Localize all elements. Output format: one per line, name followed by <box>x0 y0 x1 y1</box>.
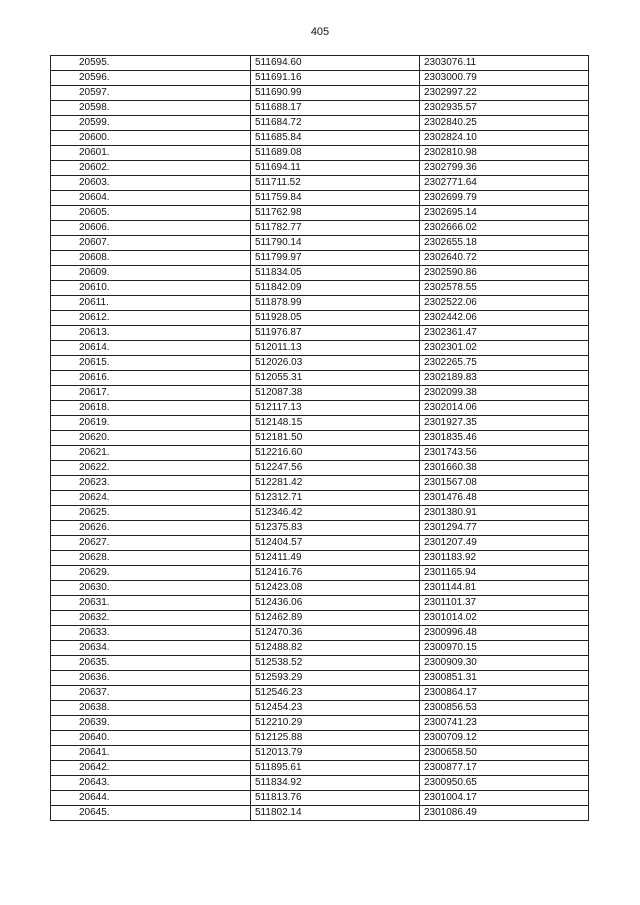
table-row <box>51 506 589 521</box>
x-coordinate-cell: 512181.50 <box>251 431 420 446</box>
table-row <box>51 461 589 476</box>
table-row <box>51 731 589 746</box>
table-row <box>51 236 589 251</box>
table-row <box>51 686 589 701</box>
y-coordinate-cell: 2302640.72 <box>420 251 589 266</box>
x-coordinate-cell: 512148.15 <box>251 416 420 431</box>
x-coordinate-cell: 512538.52 <box>251 656 420 671</box>
x-coordinate-cell: 512117.13 <box>251 401 420 416</box>
point-number-cell: 20622. <box>51 461 251 476</box>
point-number-cell: 20604. <box>51 191 251 206</box>
x-coordinate-cell: 512423.08 <box>251 581 420 596</box>
y-coordinate-cell: 2302099.38 <box>420 386 589 401</box>
point-number-cell: 20613. <box>51 326 251 341</box>
x-coordinate-cell: 512026.03 <box>251 356 420 371</box>
point-number-cell: 20602. <box>51 161 251 176</box>
table-row <box>51 611 589 626</box>
point-number-cell: 20612. <box>51 311 251 326</box>
table-row <box>51 656 589 671</box>
point-number-cell: 20615. <box>51 356 251 371</box>
y-coordinate-cell: 2302655.18 <box>420 236 589 251</box>
point-number-cell: 20624. <box>51 491 251 506</box>
y-coordinate-cell: 2300856.53 <box>420 701 589 716</box>
y-coordinate-cell: 2302361.47 <box>420 326 589 341</box>
y-coordinate-cell: 2301294.77 <box>420 521 589 536</box>
x-coordinate-cell: 511842.09 <box>251 281 420 296</box>
table-row <box>51 626 589 641</box>
x-coordinate-cell: 511799.97 <box>251 251 420 266</box>
table-row <box>51 296 589 311</box>
x-coordinate-cell: 511813.76 <box>251 791 420 806</box>
y-coordinate-cell: 2300970.15 <box>420 641 589 656</box>
x-coordinate-cell: 512312.71 <box>251 491 420 506</box>
point-number-cell: 20611. <box>51 296 251 311</box>
page-number: 405 <box>310 26 330 38</box>
table-row <box>51 416 589 431</box>
y-coordinate-cell: 2302442.06 <box>420 311 589 326</box>
x-coordinate-cell: 512416.76 <box>251 566 420 581</box>
table-row <box>51 101 589 116</box>
table-row <box>51 551 589 566</box>
y-coordinate-cell: 2301927.35 <box>420 416 589 431</box>
point-number-cell: 20637. <box>51 686 251 701</box>
table-row <box>51 191 589 206</box>
x-coordinate-cell: 512216.60 <box>251 446 420 461</box>
table-row <box>51 131 589 146</box>
y-coordinate-cell: 2300996.48 <box>420 626 589 641</box>
table-row <box>51 371 589 386</box>
table-row <box>51 71 589 86</box>
point-number-cell: 20598. <box>51 101 251 116</box>
x-coordinate-cell: 511694.11 <box>251 161 420 176</box>
table-row <box>51 641 589 656</box>
point-number-cell: 20630. <box>51 581 251 596</box>
x-coordinate-cell: 511691.16 <box>251 71 420 86</box>
table-row <box>51 176 589 191</box>
y-coordinate-cell: 2300741.23 <box>420 716 589 731</box>
x-coordinate-cell: 511759.84 <box>251 191 420 206</box>
table-row <box>51 356 589 371</box>
point-number-cell: 20634. <box>51 641 251 656</box>
point-number-cell: 20635. <box>51 656 251 671</box>
y-coordinate-cell: 2301743.56 <box>420 446 589 461</box>
x-coordinate-cell: 512470.36 <box>251 626 420 641</box>
y-coordinate-cell: 2302265.75 <box>420 356 589 371</box>
table-row <box>51 596 589 611</box>
point-number-cell: 20623. <box>51 476 251 491</box>
table-row <box>51 146 589 161</box>
table-row <box>51 206 589 221</box>
coordinates-table <box>50 55 589 821</box>
table-row <box>51 701 589 716</box>
y-coordinate-cell: 2302997.22 <box>420 86 589 101</box>
point-number-cell: 20640. <box>51 731 251 746</box>
y-coordinate-cell: 2302590.86 <box>420 266 589 281</box>
point-number-cell: 20627. <box>51 536 251 551</box>
point-number-cell: 20629. <box>51 566 251 581</box>
y-coordinate-cell: 2302810.98 <box>420 146 589 161</box>
y-coordinate-cell: 2300658.50 <box>420 746 589 761</box>
y-coordinate-cell: 2300864.17 <box>420 686 589 701</box>
x-coordinate-cell: 512436.06 <box>251 596 420 611</box>
x-coordinate-cell: 512013.79 <box>251 746 420 761</box>
table-row <box>51 341 589 356</box>
x-coordinate-cell: 511684.72 <box>251 116 420 131</box>
y-coordinate-cell: 2301144.81 <box>420 581 589 596</box>
x-coordinate-cell: 512404.57 <box>251 536 420 551</box>
table-row <box>51 521 589 536</box>
point-number-cell: 20619. <box>51 416 251 431</box>
y-coordinate-cell: 2300851.31 <box>420 671 589 686</box>
y-coordinate-cell: 2302935.57 <box>420 101 589 116</box>
table-row <box>51 266 589 281</box>
point-number-cell: 20603. <box>51 176 251 191</box>
table-row <box>51 791 589 806</box>
table-row <box>51 281 589 296</box>
y-coordinate-cell: 2302301.02 <box>420 341 589 356</box>
table-row <box>51 476 589 491</box>
point-number-cell: 20632. <box>51 611 251 626</box>
table-row <box>51 566 589 581</box>
x-coordinate-cell: 511802.14 <box>251 806 420 821</box>
table-row <box>51 116 589 131</box>
table-row <box>51 536 589 551</box>
y-coordinate-cell: 2300709.12 <box>420 731 589 746</box>
point-number-cell: 20614. <box>51 341 251 356</box>
point-number-cell: 20606. <box>51 221 251 236</box>
table-row <box>51 446 589 461</box>
y-coordinate-cell: 2302522.06 <box>420 296 589 311</box>
x-coordinate-cell: 512087.38 <box>251 386 420 401</box>
x-coordinate-cell: 512411.49 <box>251 551 420 566</box>
point-number-cell: 20644. <box>51 791 251 806</box>
y-coordinate-cell: 2302014.06 <box>420 401 589 416</box>
table-row <box>51 746 589 761</box>
x-coordinate-cell: 512247.56 <box>251 461 420 476</box>
y-coordinate-cell: 2301183.92 <box>420 551 589 566</box>
x-coordinate-cell: 512346.42 <box>251 506 420 521</box>
point-number-cell: 20600. <box>51 131 251 146</box>
x-coordinate-cell: 511895.61 <box>251 761 420 776</box>
x-coordinate-cell: 511762.98 <box>251 206 420 221</box>
table-row <box>51 161 589 176</box>
point-number-cell: 20610. <box>51 281 251 296</box>
y-coordinate-cell: 2300950.65 <box>420 776 589 791</box>
y-coordinate-cell: 2303000.79 <box>420 71 589 86</box>
point-number-cell: 20599. <box>51 116 251 131</box>
table-row <box>51 56 589 71</box>
y-coordinate-cell: 2301165.94 <box>420 566 589 581</box>
x-coordinate-cell: 511688.17 <box>251 101 420 116</box>
point-number-cell: 20645. <box>51 806 251 821</box>
table-row <box>51 251 589 266</box>
x-coordinate-cell: 512055.31 <box>251 371 420 386</box>
table-row <box>51 326 589 341</box>
point-number-cell: 20621. <box>51 446 251 461</box>
point-number-cell: 20628. <box>51 551 251 566</box>
table-row <box>51 311 589 326</box>
y-coordinate-cell: 2302824.10 <box>420 131 589 146</box>
y-coordinate-cell: 2302666.02 <box>420 221 589 236</box>
point-number-cell: 20625. <box>51 506 251 521</box>
x-coordinate-cell: 511834.05 <box>251 266 420 281</box>
y-coordinate-cell: 2301567.08 <box>420 476 589 491</box>
table-row <box>51 581 589 596</box>
point-number-cell: 20639. <box>51 716 251 731</box>
x-coordinate-cell: 511878.99 <box>251 296 420 311</box>
y-coordinate-cell: 2301086.49 <box>420 806 589 821</box>
x-coordinate-cell: 512375.83 <box>251 521 420 536</box>
x-coordinate-cell: 512546.23 <box>251 686 420 701</box>
y-coordinate-cell: 2301476.48 <box>420 491 589 506</box>
x-coordinate-cell: 512011.13 <box>251 341 420 356</box>
x-coordinate-cell: 511694.60 <box>251 56 420 71</box>
y-coordinate-cell: 2301207.49 <box>420 536 589 551</box>
y-coordinate-cell: 2302799.36 <box>420 161 589 176</box>
table-row <box>51 86 589 101</box>
y-coordinate-cell: 2302771.64 <box>420 176 589 191</box>
x-coordinate-cell: 512210.29 <box>251 716 420 731</box>
x-coordinate-cell: 512281.42 <box>251 476 420 491</box>
point-number-cell: 20633. <box>51 626 251 641</box>
table-row <box>51 401 589 416</box>
point-number-cell: 20616. <box>51 371 251 386</box>
table-row <box>51 491 589 506</box>
x-coordinate-cell: 511834.92 <box>251 776 420 791</box>
coordinates-table-body <box>51 56 589 821</box>
table-row <box>51 716 589 731</box>
x-coordinate-cell: 512462.89 <box>251 611 420 626</box>
y-coordinate-cell: 2302189.83 <box>420 371 589 386</box>
y-coordinate-cell: 2302695.14 <box>420 206 589 221</box>
point-number-cell: 20609. <box>51 266 251 281</box>
y-coordinate-cell: 2302699.79 <box>420 191 589 206</box>
point-number-cell: 20597. <box>51 86 251 101</box>
y-coordinate-cell: 2302840.25 <box>420 116 589 131</box>
x-coordinate-cell: 512454.23 <box>251 701 420 716</box>
table-row <box>51 671 589 686</box>
y-coordinate-cell: 2301380.91 <box>420 506 589 521</box>
x-coordinate-cell: 511711.52 <box>251 176 420 191</box>
point-number-cell: 20608. <box>51 251 251 266</box>
table-row <box>51 806 589 821</box>
point-number-cell: 20605. <box>51 206 251 221</box>
table-row <box>51 386 589 401</box>
x-coordinate-cell: 512488.82 <box>251 641 420 656</box>
point-number-cell: 20636. <box>51 671 251 686</box>
point-number-cell: 20601. <box>51 146 251 161</box>
table-row <box>51 221 589 236</box>
y-coordinate-cell: 2301835.46 <box>420 431 589 446</box>
point-number-cell: 20620. <box>51 431 251 446</box>
point-number-cell: 20631. <box>51 596 251 611</box>
table-row <box>51 761 589 776</box>
point-number-cell: 20638. <box>51 701 251 716</box>
x-coordinate-cell: 511928.05 <box>251 311 420 326</box>
x-coordinate-cell: 511976.87 <box>251 326 420 341</box>
y-coordinate-cell: 2303076.11 <box>420 56 589 71</box>
y-coordinate-cell: 2301101.37 <box>420 596 589 611</box>
x-coordinate-cell: 511685.84 <box>251 131 420 146</box>
point-number-cell: 20618. <box>51 401 251 416</box>
x-coordinate-cell: 511782.77 <box>251 221 420 236</box>
x-coordinate-cell: 511689.08 <box>251 146 420 161</box>
x-coordinate-cell: 511790.14 <box>251 236 420 251</box>
point-number-cell: 20607. <box>51 236 251 251</box>
y-coordinate-cell: 2300909.30 <box>420 656 589 671</box>
point-number-cell: 20617. <box>51 386 251 401</box>
point-number-cell: 20643. <box>51 776 251 791</box>
point-number-cell: 20641. <box>51 746 251 761</box>
y-coordinate-cell: 2301004.17 <box>420 791 589 806</box>
y-coordinate-cell: 2301014.02 <box>420 611 589 626</box>
y-coordinate-cell: 2300877.17 <box>420 761 589 776</box>
point-number-cell: 20642. <box>51 761 251 776</box>
point-number-cell: 20626. <box>51 521 251 536</box>
x-coordinate-cell: 512593.29 <box>251 671 420 686</box>
y-coordinate-cell: 2301660.38 <box>420 461 589 476</box>
x-coordinate-cell: 511690.99 <box>251 86 420 101</box>
point-number-cell: 20595. <box>51 56 251 71</box>
point-number-cell: 20596. <box>51 71 251 86</box>
table-row <box>51 431 589 446</box>
table-row <box>51 776 589 791</box>
x-coordinate-cell: 512125.88 <box>251 731 420 746</box>
y-coordinate-cell: 2302578.55 <box>420 281 589 296</box>
